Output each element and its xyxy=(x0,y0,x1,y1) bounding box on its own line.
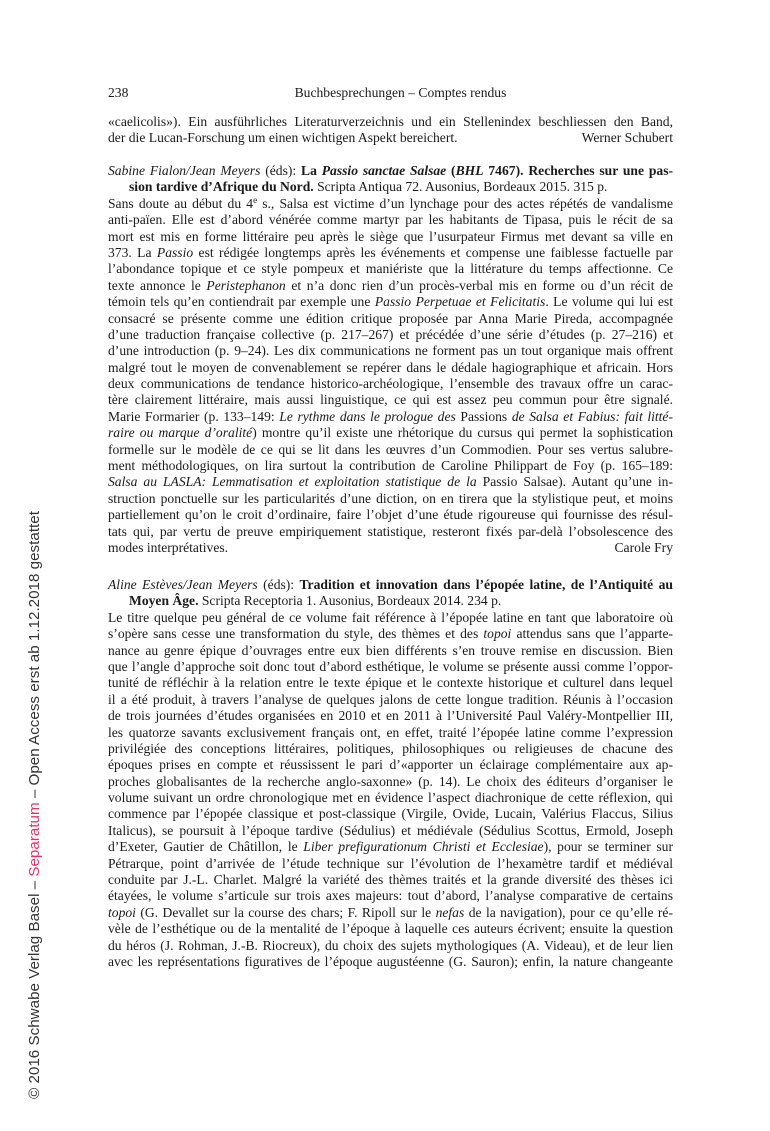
review-esteves-meyers xyxy=(108,577,673,970)
text-segment: d’une traduction française collective (p. 217–267) et précédée d’une série d’études (p. 27–216) et xyxy=(108,326,673,342)
review-title xyxy=(108,577,673,610)
side-note-text: © 2016 Schwabe Verlag Basel – xyxy=(26,876,43,1099)
text-segment: commence par l’épopée classique et post-classique (Virgile, Ovide, Lucain, Valérius Flaccus, Silius xyxy=(108,806,673,822)
text-line xyxy=(108,261,673,277)
text-segment: témoin tels qu’en contiendrait par exemple une xyxy=(108,294,375,310)
text-segment: que l’angle d’approche soit donc tout d’abord esthétique, le volume se présente aussi comme l’oppor- xyxy=(108,658,673,674)
text-segment: nance au genre épique d’ouvrages entre eux bien différents s’en trouve remise en discussion. Bien xyxy=(108,642,673,658)
text-line xyxy=(108,360,673,376)
text-segment: tunité de réfléchir à la relation entre le texte épique et le contexte historique et culturel dans lequel xyxy=(108,675,673,691)
text-segment: de trois journées d’études organisées en 2010 et en 2011 à l’Université Paul Valéry-Montpellier III, xyxy=(108,708,673,724)
text-segment: proches globalisantes de la recherche anglo-saxonne» (p. 14). Le choix des éditeurs d’organiser le xyxy=(108,773,673,789)
text-segment: topoi xyxy=(108,904,136,920)
page-header xyxy=(108,85,673,101)
text-segment: Moyen Âge. xyxy=(129,593,199,609)
text-segment: Passio sanctae Salsae xyxy=(321,163,447,178)
text-segment: Marie Formarier (p. 133–149: xyxy=(108,408,280,424)
text-segment: Le titre quelque peu général de ce volume fait référence à l’épopée latine en tant que laboratoire où xyxy=(108,609,673,625)
text-segment: les quatorze savants exclusivement français ont, en effet, traité l’épopée latine comme l’expression xyxy=(108,724,673,740)
review-body xyxy=(108,196,673,557)
text-line xyxy=(108,790,673,806)
side-note-text: – Open Access erst ab 1.12.2018 gestattet xyxy=(26,511,43,803)
text-segment: malgré tout le moyen de convenablement se repérer dans le dédale hagiographique et africain. Hors xyxy=(108,359,673,375)
title-line xyxy=(108,179,673,195)
text-segment: tats qui, par vertu de preuve empiriquement statistique, resteront fixés par-delà l’obsolescence des xyxy=(108,523,673,539)
text-line xyxy=(108,806,673,822)
text-segment: nefas xyxy=(435,904,465,920)
review-fialon-meyers xyxy=(108,163,673,556)
text-segment: avec les représentations figuratives de l’époque augustéenne (G. Sauron); enfin, la nature changeante xyxy=(108,953,673,969)
text-line xyxy=(108,938,673,954)
text-segment: Passio Perpetuae et Felicitatis xyxy=(374,294,546,310)
text-segment: de la navigation), pour ce qu’elle ré- xyxy=(464,904,673,920)
text-segment: Scripta Receptoria 1. Ausonius, Bordeaux 2014. 234 p. xyxy=(198,593,502,609)
text-line xyxy=(108,659,673,675)
text-segment: Passio Salsae). Autant qu’une in- xyxy=(476,474,673,490)
separatum-label: Separatum xyxy=(26,802,43,877)
text-segment: privilégiée des conceptions littéraires, politiques, philosophiques ou religieuses de chacune des xyxy=(108,740,673,756)
text-segment: et n’a donc rien d’un procès-verbal mis en forme ou d’un récit de xyxy=(285,277,673,293)
text-line xyxy=(108,458,673,474)
text-line xyxy=(108,741,673,757)
text-line xyxy=(108,626,673,642)
text-segment: conduite par J.-L. Charlet. Malgré la variété des thèmes traités et la grande diversité des thèses ici xyxy=(108,872,673,888)
text-line xyxy=(108,278,673,294)
text-segment: d’une introduction (p. 9–24). Les dix communications ne forment pas un tout organique mais offrent xyxy=(108,343,673,359)
text-line xyxy=(108,905,673,921)
reviewer-signature: Carole Fry xyxy=(614,539,673,555)
text-line xyxy=(108,114,673,130)
text-segment: Aline Estèves/Jean Meyers xyxy=(108,577,258,592)
text-segment: modes interprétatives. xyxy=(108,539,229,555)
text-line xyxy=(108,343,673,359)
review-title xyxy=(108,163,673,196)
page-number: 238 xyxy=(108,85,129,100)
text-line xyxy=(108,823,673,839)
text-line xyxy=(108,839,673,855)
text-line xyxy=(108,130,673,146)
text-segment: 7467). Recherches sur une pas- xyxy=(483,163,674,178)
text-segment: d’Exeter, Gautier de Châtillon, le xyxy=(108,839,304,855)
text-segment: ), pour se terminer sur xyxy=(543,839,673,855)
text-line xyxy=(108,921,673,937)
text-segment: s., Salsa est victime d’un lynchage pour des actes répétés de vandalisme xyxy=(257,195,673,211)
text-segment: consacré se présente comme une édition critique proposée par Anna Marie Pireda, accompagnée xyxy=(108,310,673,326)
text-line xyxy=(108,872,673,888)
text-line xyxy=(108,610,673,626)
text-segment: der die Lucan-Forschung um einen wichtigen Aspekt bereichert. xyxy=(108,130,458,146)
text-segment: BHL xyxy=(455,163,484,178)
text-line xyxy=(108,856,673,872)
text-segment: (éds): xyxy=(257,577,300,592)
text-line xyxy=(108,392,673,408)
review-body xyxy=(108,610,673,971)
text-line xyxy=(108,692,673,708)
previous-review-ending xyxy=(108,114,673,147)
text-line xyxy=(108,311,673,327)
text-segment: Liber prefigurationum Christi et Ecclesiae xyxy=(303,839,544,855)
text-line xyxy=(108,376,673,392)
text-line xyxy=(108,757,673,773)
text-line xyxy=(108,725,673,741)
text-line xyxy=(108,774,673,790)
text-segment: La xyxy=(301,163,322,178)
text-segment: du héros (J. Rohman, J.-B. Riocreux), du choix des sujets mythologiques (A. Videau), et de leur lien xyxy=(108,937,673,953)
running-title: Buchbesprechungen – Comptes rendus xyxy=(294,85,507,100)
text-line xyxy=(108,540,673,556)
text-segment: Passio xyxy=(156,244,194,260)
text-line xyxy=(108,708,673,724)
text-segment: topoi xyxy=(483,626,512,642)
reviewer-signature: Werner Schubert xyxy=(581,130,673,146)
text-segment: époques prises en compte et réussissent le pari d’«apporter un éclairage complémentaire aux ap- xyxy=(108,757,673,773)
text-segment: Tradition et innovation dans l’épopée latine, de l’Antiquité au xyxy=(299,577,673,592)
text-line xyxy=(108,675,673,691)
text-segment: 373. La xyxy=(108,244,157,260)
text-segment: e xyxy=(253,194,258,205)
text-segment: (éds): xyxy=(260,163,302,178)
text-segment: Italicus), se poursuit à l’époque tardive (Sédulius) et médiévale (Sédulius Scottus, Ermold, Joseph xyxy=(108,822,673,838)
text-line xyxy=(108,474,673,490)
text-segment: . Le volume qui lui est xyxy=(545,294,674,310)
text-segment: mort est mis en forme littéraire peu après le siège que l’usurpateur Firmus met devant sa ville en xyxy=(108,228,673,244)
text-line xyxy=(108,229,673,245)
text-segment: vèle de l’esthétique ou de la mentalité de l’époque à laquelle ces auteurs écrivent; ensuite la question xyxy=(108,921,673,937)
text-line xyxy=(108,327,673,343)
text-segment: deux communications de tendance historico-archéologique, l’ensemble des travaux offre un carac- xyxy=(108,376,673,392)
text-segment: Salsa au LASLA: Lemmatisation et exploitation statistique de la xyxy=(108,474,477,490)
text-line xyxy=(108,212,673,228)
text-line xyxy=(108,524,673,540)
text-segment: anti-païen. Elle est d’abord vénérée comme martyr par les habitants de Tipasa, puis le récit de sa xyxy=(108,212,673,228)
text-segment: étayées, le volume s’articule sur trois axes majeurs: tout d’abord, l’analyse comparative de certains xyxy=(108,888,673,904)
text-segment: Le rythme dans le prologue des xyxy=(279,408,456,424)
text-line xyxy=(108,196,673,212)
text-segment: Peristephanon xyxy=(206,277,286,293)
text-segment: ment méthodologiques, on lira surtout la contribution de Caroline Philippart de Foy (p. 165–189: xyxy=(108,458,673,474)
text-segment: (G. Devallet sur la course des chars; F. Ripoll sur le xyxy=(135,904,436,920)
text-segment: formelle sur le modèle de ce qui se lit dans les œuvres d’un Commodien. Pour ses vertus salubre- xyxy=(108,441,673,457)
text-line xyxy=(108,888,673,904)
text-segment: texte annonce le xyxy=(108,277,207,293)
title-line xyxy=(108,593,673,609)
text-line xyxy=(108,245,673,261)
text-line xyxy=(108,409,673,425)
text-line xyxy=(108,954,673,970)
copyright-side-note xyxy=(25,495,45,1115)
text-line xyxy=(108,425,673,441)
text-segment: Pétrarque, point d’arrivée de l’étude technique sur l’évolution de l’hexamètre tardif et médiéval xyxy=(108,855,673,871)
text-segment: Sabine Fialon/Jean Meyers xyxy=(108,163,261,178)
title-line xyxy=(108,163,673,179)
text-segment: ) montre qu’il existe une rhétorique du cursus qui permet la sophistication xyxy=(252,425,673,441)
text-segment: ( xyxy=(446,163,456,178)
text-segment: l’abondance topique et ce style pompeux et maniériste que la littérature du temps affectionne. Ce xyxy=(108,261,673,277)
text-segment: est rédigée longtemps après les événements et compense une faiblesse factuelle par xyxy=(193,244,673,260)
text-segment: de Salsa et Fabius: fait litté- xyxy=(511,408,673,424)
text-segment: raire ou marque d’oralité xyxy=(108,425,253,441)
text-segment: struction ponctuelle sur les particularités d’une diction, on en tirera que la stylistique peut, et moins xyxy=(108,490,673,506)
text-segment: Passions xyxy=(455,408,512,424)
text-line xyxy=(108,643,673,659)
text-line xyxy=(108,294,673,310)
text-segment: il a été produit, à travers l’analyse de quelques jalons de cette longue tradition. Réunis à l’occasion xyxy=(108,691,673,707)
text-segment: Scripta Antiqua 72. Ausonius, Bordeaux 2015. 315 p. xyxy=(313,179,608,195)
text-line xyxy=(108,442,673,458)
text-segment: attendus sans que l’apparte- xyxy=(511,626,674,642)
text-segment: tère clairement littéraire, mais aussi linguistique, ce qui est assez peu commun pour être signalé. xyxy=(108,392,673,408)
title-line xyxy=(108,577,673,593)
text-segment: partiellement qu’on le croit d’ordinaire, faire l’objet d’une étude rigoureuse qui fournisse des résul- xyxy=(108,507,673,523)
text-segment: «caelicolis»). Ein ausführliches Literaturverzeichnis und ein Stellenindex beschliessen den Band, xyxy=(108,114,673,129)
text-segment: s’opère sans cesse une transformation du style, des thèmes et des xyxy=(108,626,484,642)
text-line xyxy=(108,507,673,523)
text-segment: volume suivant un ordre chronologique met en évidence l’aspect diachronique de cette réflexion, qui xyxy=(108,790,673,806)
text-segment: Sans doute au début du 4 xyxy=(108,195,254,211)
text-line xyxy=(108,491,673,507)
text-segment: sion tardive d’Afrique du Nord. xyxy=(129,179,314,195)
